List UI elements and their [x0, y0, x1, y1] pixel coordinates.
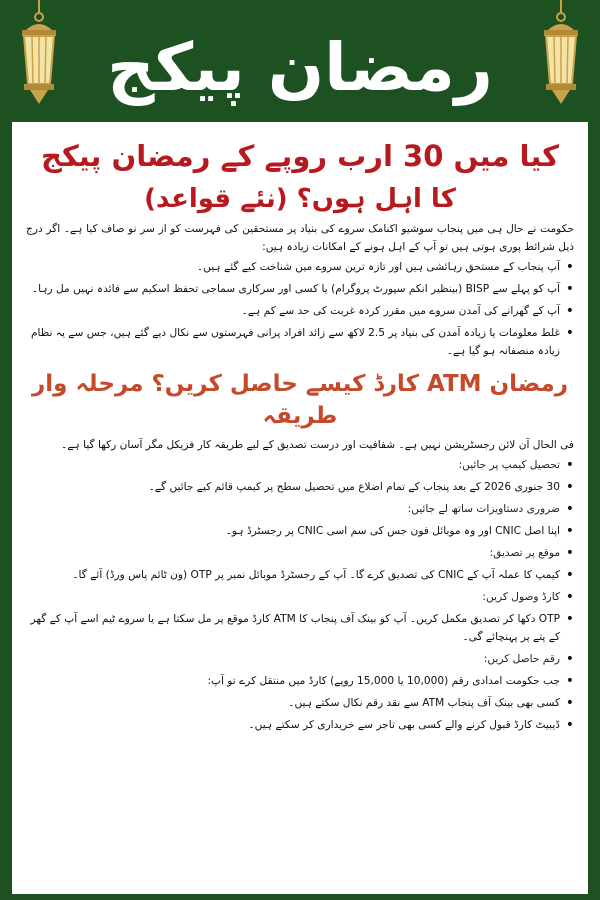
list-item: • جب حکومت امدادی رقم (10,000 یا 15,000 روپے) کارڈ میں منتقل کرے تو آپ:	[26, 672, 574, 690]
list-item: • OTP دکھا کر تصدیق مکمل کریں۔ آپ کو بینک آف پنجاب کا ATM کارڈ موقع پر مل سکتا ہے یا سروے ٹیم اسے آپ کے گھر کے پتے پر پہنچائے گی۔	[26, 610, 574, 646]
headline-line-1: کیا میں 30 ارب روپے کے رمضان پیکج	[40, 139, 560, 173]
headline-line-2: کا اہل ہوں؟ (نئے قواعد)	[144, 184, 456, 214]
article-body	[26, 122, 574, 894]
intro-paragraph: حکومت نے حال ہی میں پنجاب سوشیو اکنامک سروے کی بنیاد پر مستحقین کی فہرست کو از سر نو صاف کیا ہے۔ اگر درج ذیل شرائط پوری ہوتی ہیں تو آپ کے اہل ہونے کے امکانات زیادہ ہیں:	[26, 223, 574, 253]
lantern-right-icon	[530, 0, 592, 112]
list-item: • 30 جنوری 2026 کے بعد پنجاب کے تمام اضلاع میں تحصیل سطح پر کیمپ قائم کیے جائیں گے۔	[26, 478, 574, 496]
list-item: • رقم حاصل کریں:	[26, 650, 574, 668]
list-item: • غلط معلومات یا زیادہ آمدن کی بنیاد پر 2.5 لاکھ سے زائد افراد پرانی فہرستوں سے نکال دیے گئے ہیں، جس سے یہ نظام زیادہ منصفانہ ہو گیا ہے۔	[26, 324, 574, 360]
list-item: • اپنا اصل CNIC اور وہ موبائل فون جس کی سم اسی CNIC پر رجسٹرڈ ہو۔	[26, 522, 574, 540]
list-item: • آپ پنجاب کے مستحق رہائشی ہیں اور تازہ ترین سروے میں شناخت کیے گئے ہیں۔	[26, 258, 574, 276]
lantern-left-icon	[8, 0, 70, 112]
steps-list	[26, 456, 574, 734]
list-item: • ڈیبیٹ کارڈ قبول کرنے والے کسی بھی تاجر سے خریداری کر سکتے ہیں۔	[26, 716, 574, 734]
list-item: • کیمپ کا عملہ آپ کے CNIC کی تصدیق کرے گا۔ آپ کے رجسٹرڈ موبائل نمبر پر OTP (ون ٹائم پاس ورڈ) آئے گا۔	[26, 566, 574, 584]
eligibility-list	[26, 258, 574, 360]
list-item: • آپ کو پہلے سے BISP (بینظیر انکم سپورٹ پروگرام) یا کسی اور سرکاری سماجی تحفظ اسکیم سے فائدہ نہیں مل رہا۔	[26, 280, 574, 298]
list-item: • کارڈ وصول کریں:	[26, 588, 574, 606]
banner-title: رمضان پیکج	[107, 29, 493, 106]
section-heading: رمضان ATM کارڈ کیسے حاصل کریں؟ مرحلہ وار طریقہ	[32, 371, 568, 429]
list-item: • ضروری دستاویزات ساتھ لے جائیں:	[26, 500, 574, 518]
list-item: • آپ کے گھرانے کی آمدن سروے میں مقرر کردہ غربت کی حد سے کم ہے۔	[26, 302, 574, 320]
article-card	[12, 122, 588, 894]
list-item: • موقع پر تصدیق:	[26, 544, 574, 562]
list-item: • کسی بھی بینک آف پنجاب ATM سے نقد رقم نکال سکتے ہیں۔	[26, 694, 574, 712]
section-intro: فی الحال آن لائن رجسٹریشن نہیں ہے۔ شفافیت اور درست تصدیق کے لیے طریقہ کار فزیکل مگر آسان رکھا گیا ہے۔	[61, 439, 574, 451]
list-item: • تحصیل کیمپ پر جائیں:	[26, 456, 574, 474]
